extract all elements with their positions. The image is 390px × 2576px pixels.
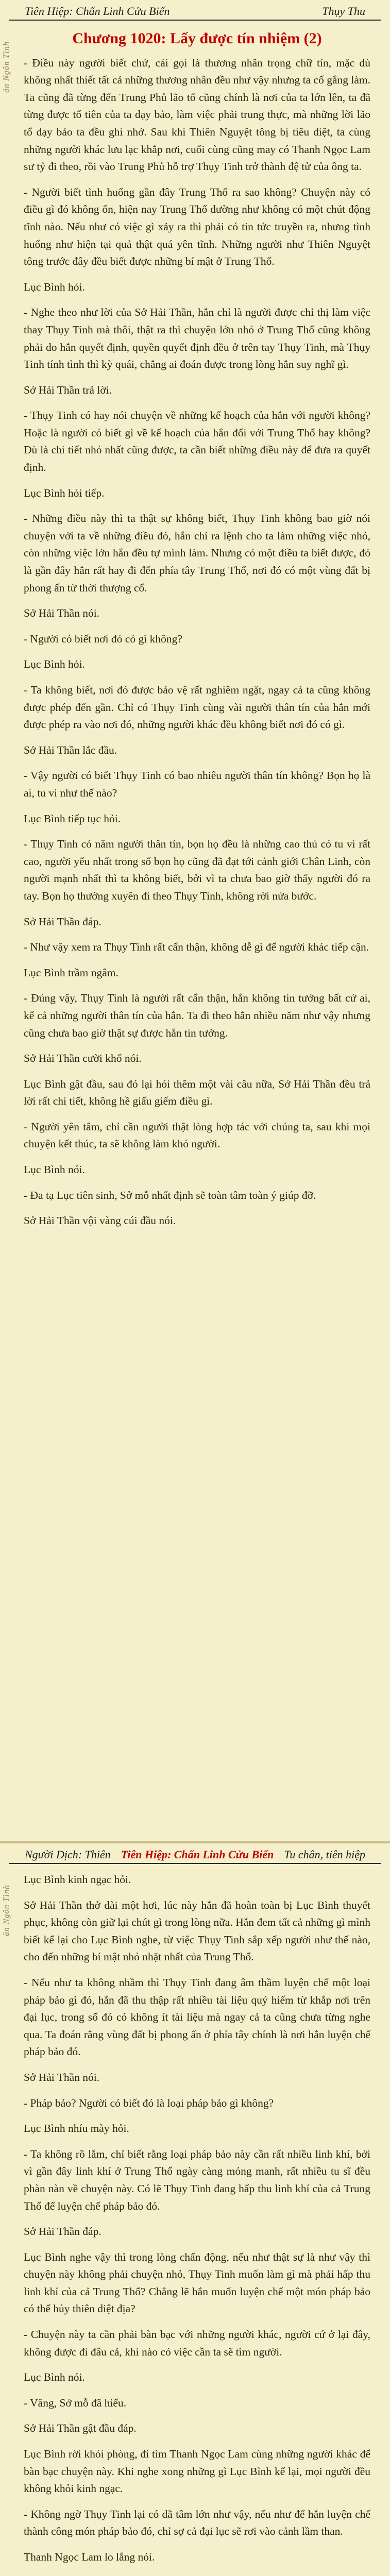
chapter-title: Chương 1020: Lấy được tín nhiệm (2) [72,30,322,47]
watermark: ăn Ngôn Tình [2,1885,11,1937]
paragraph: Lục Bình gật đầu, sau đó lại hỏi thêm một vài câu nữa, Sở Hải Thần đều trả lời rất chi tiết, không hề giấu giếm điều gì. [24,1077,370,1108]
paragraph: Thanh Ngọc Lam lo lắng nói. [24,2551,155,2563]
header-right: Thụy Thu [322,5,365,18]
paragraph-list [24,1871,370,2576]
paragraph: - Những điều này thì ta thật sự không biết, Thụy Tinh không bao giờ nói chuyện với ta về những điều đó, hắn chỉ ra lệnh cho ta làm những việc nhỏ, còn những việc lớn hắn đều tự mình làm. Nhưng có một điều ta biết được, đó là gần đây hắn rất hay đi đến phía tây Trung Thổ, nơi đó có một vùng đất bị phong ấn từ thời thượng cổ. [24,512,370,594]
paragraph: - Ta không rõ lắm, chỉ biết rằng loại pháp bảo này cần rất nhiều linh khí, bởi vì gần đây linh khí ở Trung Thổ ngày càng mỏng manh, rất nhiều tu sĩ đều phàn nàn về chuyện này. Có lẽ Thụy Tinh đang hấp thu linh khí của cả Trung Thổ để luyện chế pháp bảo đó. [24,2147,370,2212]
paragraph: Sở Hải Thần cười khổ nói. [24,1052,142,1065]
header-left: Tiên Hiệp: Chấn Linh Cửu Biến [25,5,170,18]
paragraph: - Thụy Tinh có hay nói chuyện về những kế hoạch của hắn với người không? Hoặc là người có biết gì về kế hoạch của hắn đối với Trung Thổ hay không? Dù là chi tiết nhỏ nhất cũng được, ta cần biết những điều này để đưa ra quyết định. [24,409,370,474]
paragraph: Sở Hải Thần trả lời. [24,383,112,396]
paragraph [24,2574,370,2576]
paragraph: Lục Bình nhíu mày hỏi. [24,2122,129,2135]
paragraph: - Người yên tâm, chỉ cần người thật lòng hợp tác với chúng ta, sau khi mọi chuyện kết thúc, ta sẽ không làm khó người. [24,1120,370,1150]
paragraph-list [24,55,370,1230]
page-header [9,0,381,21]
paragraph: Lục Bình hỏi tiếp. [24,486,105,499]
paragraph: Lục Bình rời khỏi phòng, đi tìm Thanh Ngọc Lam cùng những người khác để bàn bạc chuyện này. Khi nghe xong những gì Lục Bình kể lại, mọi người đều không khỏi kinh ngạc. [24,2448,370,2495]
paragraph: Lục Bình hỏi. [24,658,85,671]
paragraph: - Ta không biết, nơi đó được bảo vệ rất nghiêm ngặt, ngay cả ta cũng không được phép đến gần. Chỉ có Thụy Tinh cùng vài người thân tín của hắn mới được phép ra vào nơi đó, những người khác đều không biết nơi đó có gì. [24,684,370,731]
paragraph: Lục Bình nói. [24,2371,85,2384]
paragraph: - Chuyện này ta cần phải bàn bạc với những người khác, người cứ ở lại đây, không được đi đâu cả, khi nào có việc cần ta sẽ tìm người. [24,2328,370,2358]
paragraph: Lục Bình nghe vậy thì trong lòng chấn động, nếu như thật sự là như vậy thì chuyện này không phải chuyện nhỏ, Thụy Tinh muốn làm gì mà phải hấp thu linh khí của cả Trung Thổ? Chẳng lẽ hắn muốn luyện chế một món pháp bảo có thể hủy thiên diệt địa? [24,2250,370,2315]
paragraph: - Người biết tình huống gần đây Trung Thổ ra sao không? Chuyện này có điều gì đó không ổn, hiện nay Trung Thổ dường như không có một chút động tĩnh nào. Nếu như có việc gì xảy ra thì phải có tin tức truyền ra, nhưng tình huống như hiện tại quả thật quá yên tĩnh. Những người như Thiên Nguyệt tông trước đây đều biết được những bí mật ở Trung Thổ. [24,185,370,268]
paragraph: - Nghe theo như lời của Sở Hải Thần, hắn chỉ là người được chỉ thị làm việc thay Thụy Tinh mà thôi, thật ra thì chuyện lớn nhỏ ở Trung Thổ cũng không phải do hắn quyết định, quyền quyết định đều ở trên tay Thụy Tinh, mà Thụy Tinh tính tình thì kỳ quái, chẳng ai đoán được trong lòng hắn suy nghĩ gì. [24,306,370,371]
paragraph: Sở Hải Thần đáp. [24,2225,101,2238]
paragraph: - Vâng, Sở mỗ đã hiểu. [24,2396,127,2409]
paragraph: Sở Hải Thần nói. [24,607,100,620]
page-content [0,21,390,1230]
paragraph: Lục Bình nói. [24,1163,85,1176]
paragraph: - Không ngờ Thụy Tinh lại có dã tâm lớn như vậy, nếu như để hắn luyện chế thành công món pháp bảo đó, chỉ sợ cả đại lục sẽ rơi vào cảnh lầm than. [24,2507,370,2538]
paragraph: - Vậy người có biết Thụy Tinh có bao nhiêu người thân tín không? Bọn họ là ai, tu vi như thế nào? [24,769,370,799]
paragraph: Sở Hải Thần đáp. [24,915,101,928]
paragraph: - Người có biết nơi đó có gì không? [24,632,182,645]
paragraph: - Đa tạ Lục tiên sinh, Sở mỗ nhất định sẽ toàn tâm toàn ý giúp đỡ. [24,1189,316,1201]
paragraph: Lục Bình tiếp tục hỏi. [24,812,121,825]
paragraph: - Pháp bảo? Người có biết đó là loại pháp bảo gì không? [24,2096,274,2109]
paragraph: Sở Hải Thần gật đầu đáp. [24,2422,137,2435]
page-header [9,1843,381,1864]
paragraph: - Đúng vậy, Thụy Tinh là người rất cẩn thận, hắn không tin tưởng bất cứ ai, kể cả những người thân tín của hắn. Ta đi theo hắn nhiều năm như vậy nhưng cũng chưa bao giờ thật sự được hắn tin tưởng. [24,992,370,1039]
paragraph: Lục Bình trầm ngâm. [24,966,118,979]
paragraph: - Nếu như ta không nhầm thì Thụy Tinh đang âm thầm luyện chế một loại pháp bảo gì đó, hắn đã thu thập rất nhiều tài liệu quý hiếm từ khắp nơi trên đại lục, trong số đó có không ít tài liệu mà ngay cả ta cũng chưa từng nghe qua. Ta đoán rằng vùng đất bị phong ấn ở phía tây chính là nơi hắn luyện chế pháp bảo đó. [24,1976,370,2058]
paragraph: Sở Hải Thần lắc đầu. [24,743,117,756]
page-content [0,1864,390,2576]
header-center: Tiên Hiệp: Chấn Linh Cửu Biến [121,1848,274,1861]
paragraph: Sở Hải Thần vội vàng cúi đầu nói. [24,1214,176,1227]
page-2 [0,1842,390,2576]
paragraph: Sở Hải Thần nói. [24,2071,100,2083]
paragraph: Sở Hải Thần thở dài một hơi, lúc này hắn đã hoàn toàn bị Lục Bình thuyết phục, không còn giữ lại chút gì trong lòng nữa. Hắn đem tất cả những gì mình biết kể lại cho Lục Bình nghe, từ việc Thụy Tinh sắp xếp người như thế nào, cho đến những bí mật nhỏ nhặt nhất của Trung Thổ. [24,1899,370,1963]
paragraph: Lục Bình kinh ngạc hỏi. [24,1873,131,1886]
paragraph: - Như vậy xem ra Thụy Tinh rất cẩn thận, không dễ gì để người khác tiếp cận. [24,941,369,954]
header-right: Tu chân, tiên hiệp [284,1848,365,1861]
paragraph: - Điều này người biết chứ, cái gọi là thương nhân trọng chữ tín, mặc dù không nhất thiết tất cả những thương nhân đều như vậy nhưng ta cố gắng làm. Ta cũng đã từng đến Trung Phủ lão tổ cũng chính là nơi của ta lớn lên, ta đã từng được tổ tiên của ta dạy bảo, làm việc phải trung thực, mà những lời lão tổ dạy bảo ta đều ghi nhớ. Sau khi Thiên Nguyệt tông bị tiêu diệt, ta cùng những người khác lưu lạc khắp nơi, cuối cùng cũng may có Thanh Ngọc Lam sư tỷ đi theo, rồi vào Trung Phủ hỗ trợ Thụy Tinh trở thành đệ tử của ông ta. [24,56,370,173]
watermark: ăn Ngôn Tình [2,41,11,93]
header-left: Người Dịch: Thiên [25,1848,111,1861]
paragraph: - Thụy Tinh có năm người thân tín, bọn họ đều là những cao thủ có tu vi rất cao, người yếu nhất trong số bọn họ cũng đã đạt tới cảnh giới Chân Linh, còn người mạnh nhất thì ta không biết, bởi vì ta chưa bao giờ thấy người đó ra tay. Bọn họ thường xuyên đi theo Thụy Tinh, không rời nửa bước. [24,838,370,902]
paragraph: Lục Bình hỏi. [24,280,85,293]
